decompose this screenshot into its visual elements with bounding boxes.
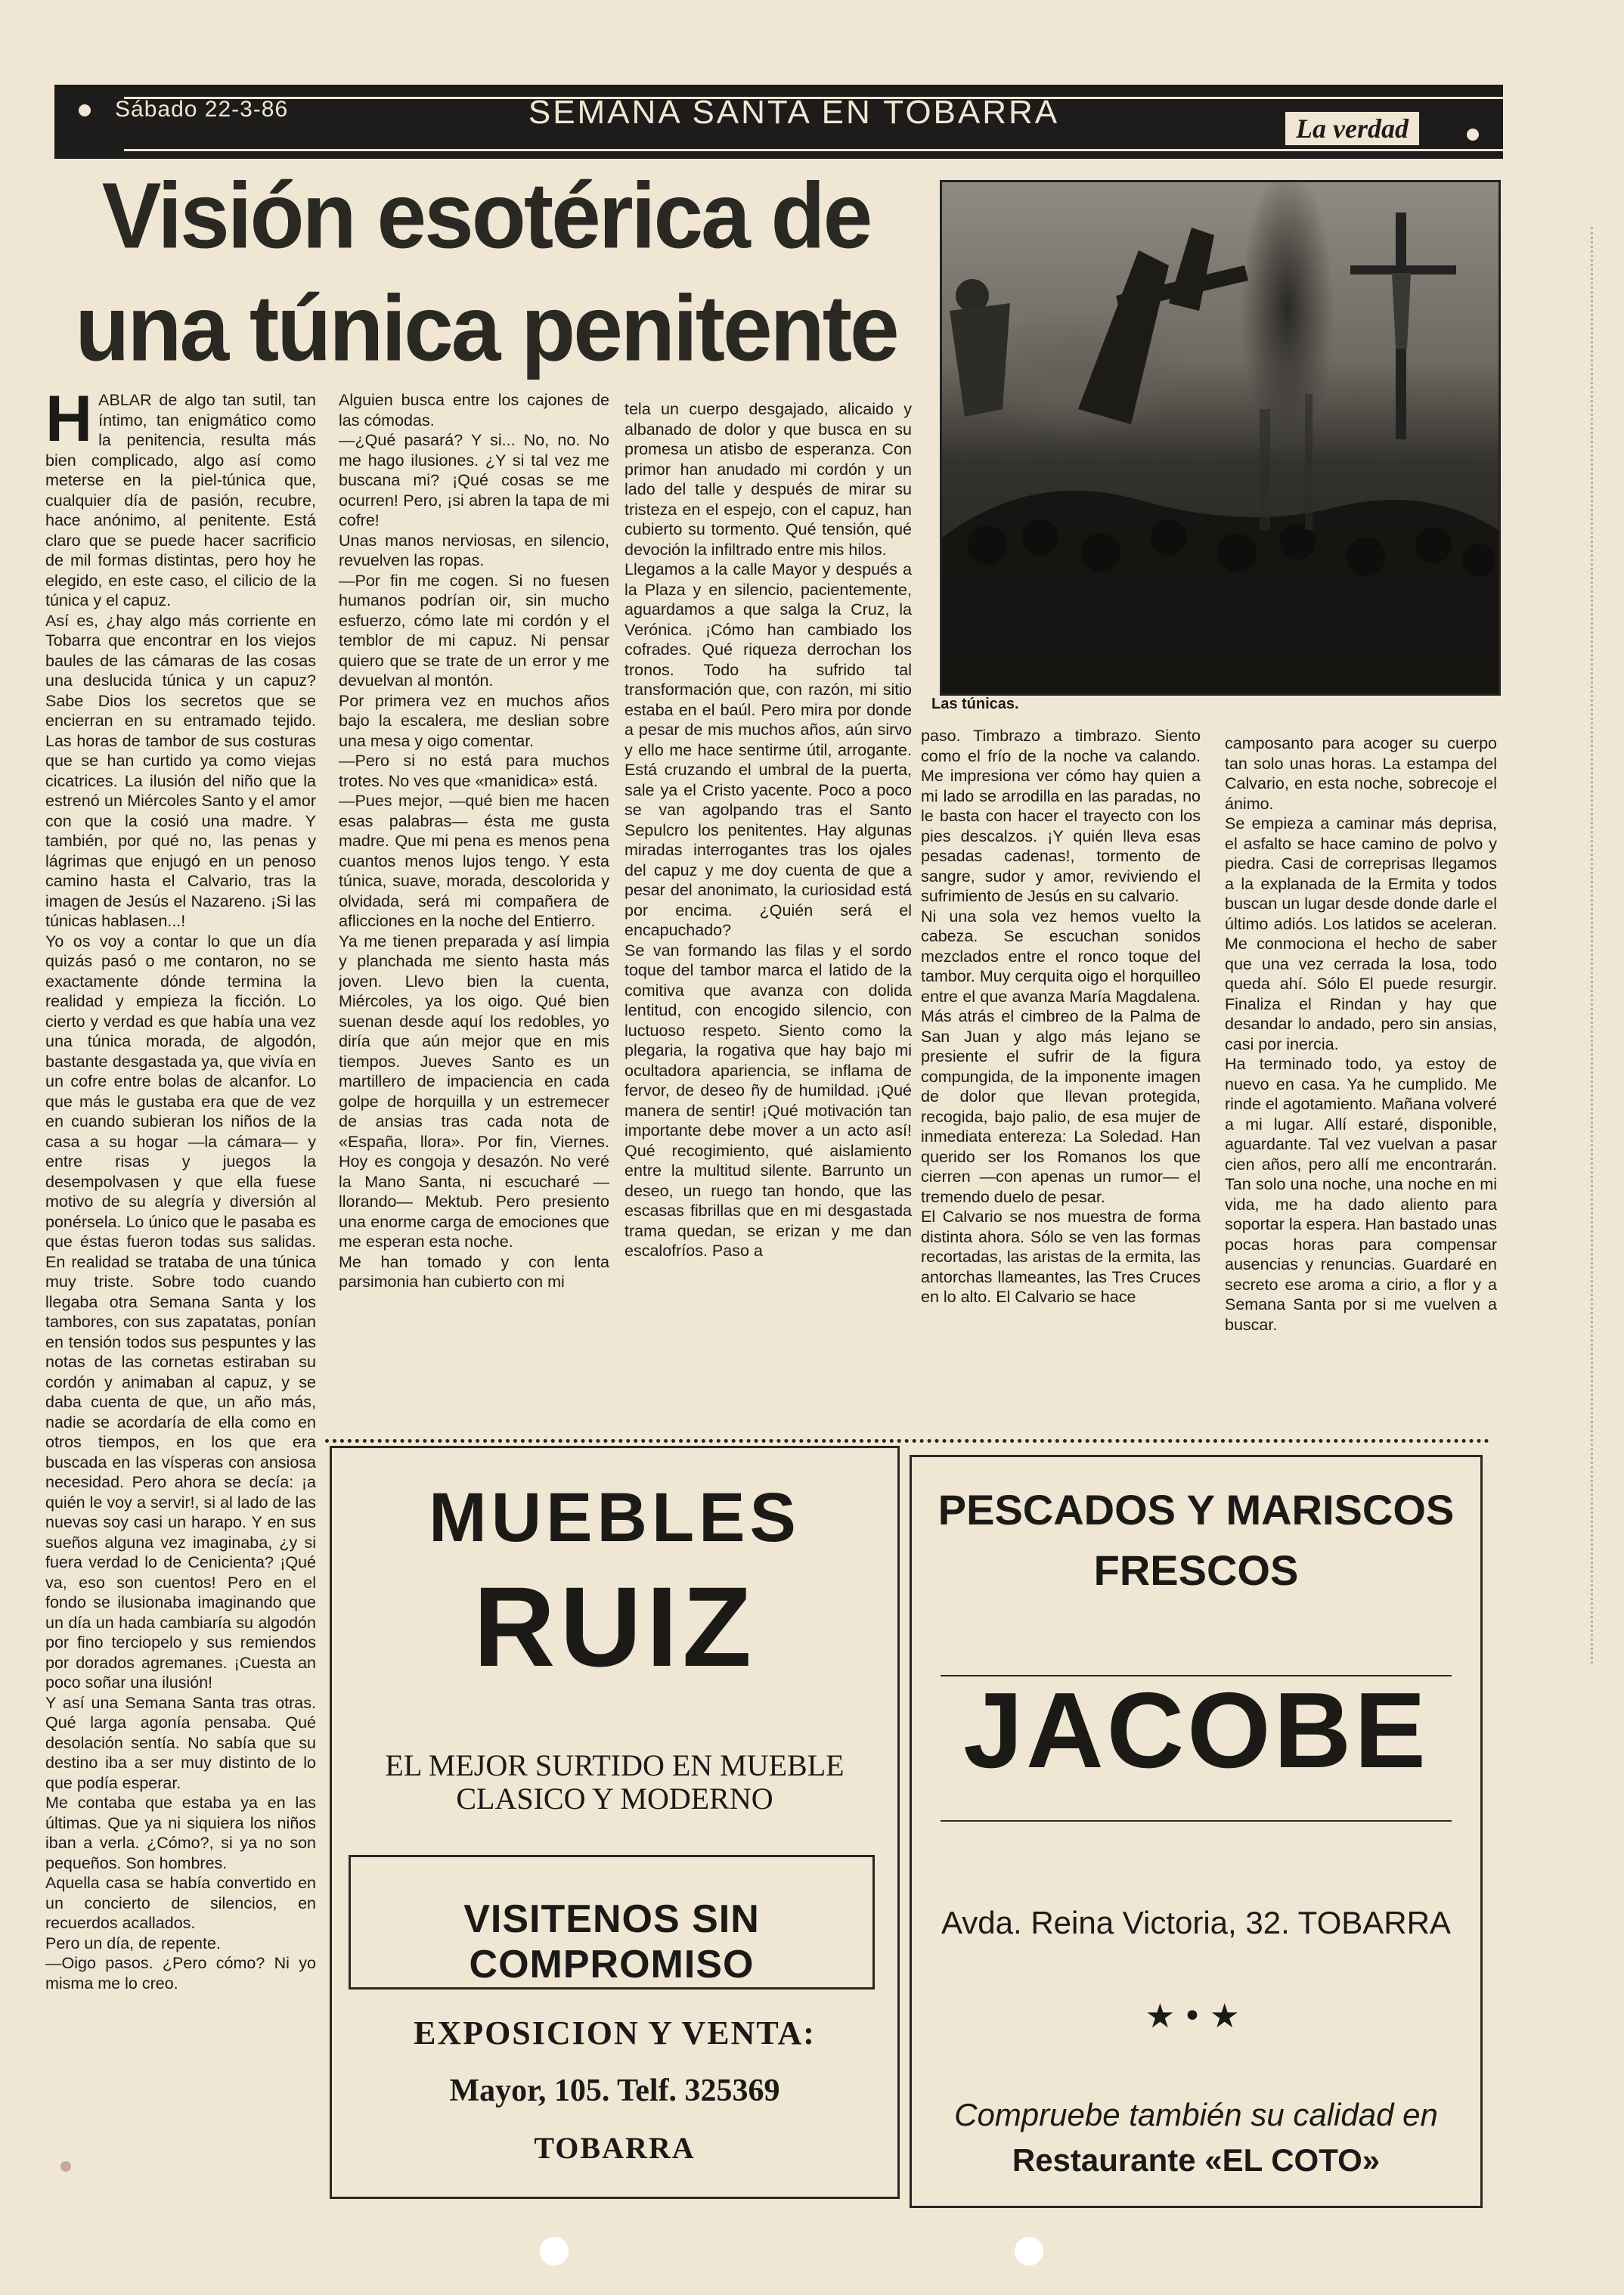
visit-text: VISITENOS SIN COMPROMISO [463, 1897, 760, 1986]
jacobe-address: Avda. Reina Victoria, 32. TOBARRA [941, 1905, 1451, 1940]
headline-line-2: una túnica penitente [75, 276, 897, 381]
section-title: SEMANA SANTA EN TOBARRA [528, 94, 1060, 131]
jacobe-name: JACOBE [963, 1670, 1429, 1791]
muebles-town: TOBARRA [534, 2131, 696, 2165]
margin-dotted-line [1591, 227, 1593, 1664]
article-column-4: paso. Timbrazo a timbrazo. Siento como el frío de la noche va calando. Me impresiona ver cómo hay quien a mi lado se arrodilla en las paradas, no le basta con hacer el trayecto con los pies descalzos. ¡Y quién lleva esas pesadas cadenas!, tormento de sangre, sudor y amor, reviviendo el sufrimiento de Jesús en su calvario. Ni una sola vez hemos vuelto la cabeza. Se escuchan sonidos mezclados entre el ronco toque del tambor. Muy cerquita oigo el horquilleo entre el que avanza María Magdalena. Más atrás el cimbreo de la Palma de San Juan y algo más lejano se presiente el sufrir de la figura compungida, de la imponente imagen de dolor que llevan protegida, recogida, bajo palio, de esa mujer de inmediata entereza: La Soledad. Han querido ser los Romanos los que cierren —con apenas un rumor— el tremendo duelo de pesar. El Calvario se nos muestra de forma distinta ahora. Sólo se ven las formas recortadas, las aristas de la ermita, las antorchas llameantes, las Tres Cruces en lo alto. El Calvario se hace [921, 727, 1201, 1306]
star-ornament: ★•★ [1145, 1997, 1247, 2036]
header-dot-right [1467, 129, 1479, 141]
punch-hole-right [1015, 2237, 1043, 2266]
dotted-separator [325, 1439, 1489, 1443]
pescados-title [912, 1480, 1480, 1601]
muebles-name: RUIZ [473, 1563, 756, 1690]
muebles-slogan [355, 1749, 875, 1816]
header-dot-left [79, 104, 91, 116]
quality-line: Compruebe también su calidad en [954, 2097, 1438, 2132]
article-column-2: Alguien busca entre los cajones de las cómodas. —¿Qué pasará? Y si... No, no. No me hago ilusiones. ¿Y si tal vez me buscana mi? ¡Qué cosas se me ocurren! Pero, ¡si abren la tapa de mi cofre! Unas manos nerviosas, en silencio, revuelven las ropas. —Por fin me cogen. Si no fuesen humanos podrían oir, sin mucho esfuerzo, cómo late mi cordón y el temblor de mi capuz. Ni pensar quiero que se trate de un error y me devuelvan al montón. Por primera vez en muchos años bajo la escalera, me deslian sobre una mesa y oigo comentar. —Pero si no está para muchos trotes. No ves que «manidica» está. —Pues mejor, —qué bien me hacen esas palabras— ésta me gusta madre. Que mi pena es menos pena cuantos menos lujos tengo. Y esta túnica, suave, morada, descolorida y olvidada, será mi compañera de aflicciones en la noche del Entierro. Ya me tienen preparada y así limpia y planchada me siento hasta más joven. Llevo bien la cuenta, Miércoles, ya los oigo. Qué bien suenan desde aquí los redobles, yo diría que aún mejor que en mis tiempos. Jueves Santo es un martillero de impaciencia en cada golpe de horquilla y un estremecer de ansias tras cada nota de «España, llora». Por fin, Viernes. Hoy es congoja y desazón. No veré la Mano Santa, ni escucharé —llorando— Mektub. Pero presiento una enorme carga de emociones que me esperan esta noche. Me han tomado y con lenta parsimonia han cubierto con mi [339, 391, 609, 1291]
article-column-1 [45, 390, 316, 2190]
procession-photo [940, 180, 1501, 696]
newspaper-logo: La verdad [1285, 112, 1419, 145]
column-1-text: ABLAR de algo tan sutil, tan íntimo, tan enigmático como la penitencia, resulta más bien complicado, algo así como meterse en la piel-túnica que, cualquier día de pasión, recubre, hace anónimo, al penitente. Está claro que se puede hacer sacrificio de mil formas distintas, pero hoy he elegido, en este caso, el cilicio de la túnica y el capuz. Así es, ¿hay algo más corriente en Tobarra que encontrar en los viejos baules de las cámaras de las cosas una deslucida túnica y un capuz? Sabe Dios los secretos que se encierran en su entramado tejido. Las horas de tambor de sus costuras que se han curtido ya como viejas cicatrices. La ilusión del niño que la estrenó un Miércoles Santo y el amor con que la cosió una madre. Y también, por qué no, las penas y lágrimas que enjugó en un penoso camino hasta el Calvario, tras la imagen de Jesús el Nazareno. ¡Si las túnicas hablasen...! Yo os voy a contar lo que un día quizás pasó o me contaron, no se exactamente dónde termina la realidad y empieza la ficción. Lo cierto y verdad es que había una vez una túnica morada, de algodón, bastante desgastada ya, que vivía en un cofre entre bolas de alcanfor. Lo que más le gustaba era que de vez en cuando subieran los niños de la casa a su hogar —la cámara— y entre risas y juegos la desempolvasen y que ella fuese motivo de su alegría y diversión al ponérsela. Lo único que le pasaba es que éstas fueron todas sus salidas. En realidad se trataba de una túnica muy triste. Sobre todo cuando llegaba otra Semana Santa y los tambores, con sus zapatatas, ponían en tensión todos sus pespuntes y las notas de las cornetas estiraban su cordón y animaban al capuz, y se daba cuenta de que, un año más, nadie se acordaría de ella como en otros tiempos, en los que era buscada en las vísperas con ansiosa necesidad. Pero ahora se decía: ¡a quién le voy a servir!, si al lado de las nuevas soy casi un harapo. Y en sus sueños alguna vez imaginaba, ¿y si fuera verdad lo de Cenicienta? ¡Qué va, eso son cuentos! Pero en el fondo se ilusionaba imaginando que un día un hada cambiaría su algodón por fino terciopelo y sus remiendos por dorados agremanes. ¡Cuesta an poco soñar una ilusión! Y así una Semana Santa tras otras. Qué larga agonía pensaba. Qué desolación sentía. No sabía que su destino iba a ser muy distinto de lo que podía esperar. Me contaba que estaba ya en las últimas. Que ya ni siquiera los niños iban a verla. ¿Cómo?, si ya no son pequeños. Son hombres. Aquella casa se había convertido en un concierto de silencios, en recuerdos acallados. Pero un día, de repente. —Oigo pasos. ¿Pero cómo? Ni yo misma me lo creo. [45, 391, 316, 1993]
expo-label: EXPOSICION Y VENTA: [414, 2014, 816, 2052]
article-headline [59, 160, 913, 385]
muebles-address: Mayor, 105. Telf. 325369 [449, 2073, 780, 2108]
pescados-title-line-2: FRESCOS [1093, 1546, 1299, 1594]
ad-pescados-jacobe [910, 1455, 1483, 2208]
paper-speck [60, 2161, 71, 2172]
muebles-title: MUEBLES [429, 1479, 801, 1556]
headline-line-1: Visión esotérica de [101, 163, 871, 268]
photo-illustration [942, 182, 1498, 693]
drop-cap: H [45, 390, 93, 455]
punch-hole-left [540, 2237, 569, 2266]
photo-caption: Las túnicas. [931, 696, 1019, 712]
slogan-line-2: CLASICO Y MODERNO [456, 1782, 773, 1816]
pescados-title-line-1: PESCADOS Y MARISCOS [938, 1486, 1455, 1534]
slogan-line-1: EL MEJOR SURTIDO EN MUEBLE [385, 1748, 845, 1782]
rule-bottom [941, 1820, 1452, 1822]
article-column-5: camposanto para acoger su cuerpo tan solo unas horas. La estampa del Calvario, en esta noche, sobrecoje el ánimo. Se empieza a caminar más deprisa, el asfalto se hace camino de polvo y piedra. Casi de correprisas llegamos a la explanada de la Ermita y todos buscan un lugar desde donde darle el último adiós. Los latidos se aceleran. Me conmociona el hecho de saber que una vez cerrada la losa, todo queda ahí. Sólo El puede resurgir. Finaliza el Rindan y hay que desandar lo andado, pero sin ansias, casi por inercia. Ha terminado todo, ya estoy de nuevo en casa. Ya he cumplido. Me rinde el agotamiento. Mañana volveré a mi lugar. Allí estaré, disponible, aguardante. Tal vez vuelvan a pasar cien años, pero allí me encontrarán. Tan solo una noche, una noche en mi vida, me ha dado aliento para soportar la espera. Han bastado unas pocas horas para compensar ausencias y renuncias. Guardaré en secreto ese aroma a cirio, a flor y a Semana Santa por si me vuelven a buscar. [1225, 734, 1497, 1334]
ad-muebles-ruiz [330, 1446, 900, 2199]
article-column-3: tela un cuerpo desgajado, alicaido y albanado de dolor y que busca en su promesa un atisbo de esperanza. Con primor han anudado mi cordón y un lado del talle y después de mirar su tristeza en el espejo, con el capuz, han cubierto su tormento. Qué tensión, qué devoción la infiltrado entre mis hilos. Llegamos a la calle Mayor y después a la Plaza y en silencio, pacientemente, aguardamos a que salga la Cruz, la Verónica. ¡Cómo han cambiado los cofrades. Qué riqueza derrochan los tronos. Todo ha sufrido tal transformación que, con razón, mi sitio estaba en el baúl. Pero mira por donde a pesar de mis muchos años, aún sirvo y ello me hace sentirme útil, arrogante. Está cruzando el umbral de la puerta, sale ya el Cristo yacente. Poco a poco se van agolpando tras el Santo Sepulcro los penitentes. Hay algunas miradas interrogantes tras los ojales del capuz y me doy cuenta de que a pesar del anonimato, la curiosidad está por encima. ¿Quién será el encapuchado? Se van formando las filas y el sordo toque del tambor marca el latido de la comitiva que avanza con dolida lentitud, con encogido silencio, con luctuoso respeto. Siento como la plegaria, la rogativa que hay bajo mi ocultadora apariencia, se inflama de fervor, de deseo ñy de humildad. ¡Qué manera de sentir! ¡Qué motivación tan importante debe mover a un acto así! Qué recogimiento, qué aislamiento entre la multitud silente. Barrunto un deseo, un ruego tan hondo, que las escasas fibrillas que en mi desgastada trama quedan, se erizan y me dan escalofríos. Paso a [624, 400, 912, 1260]
visit-box [349, 1855, 875, 1990]
restaurant-line: Restaurante «EL COTO» [1012, 2142, 1381, 2178]
issue-date: Sábado 22-3-86 [115, 97, 289, 122]
